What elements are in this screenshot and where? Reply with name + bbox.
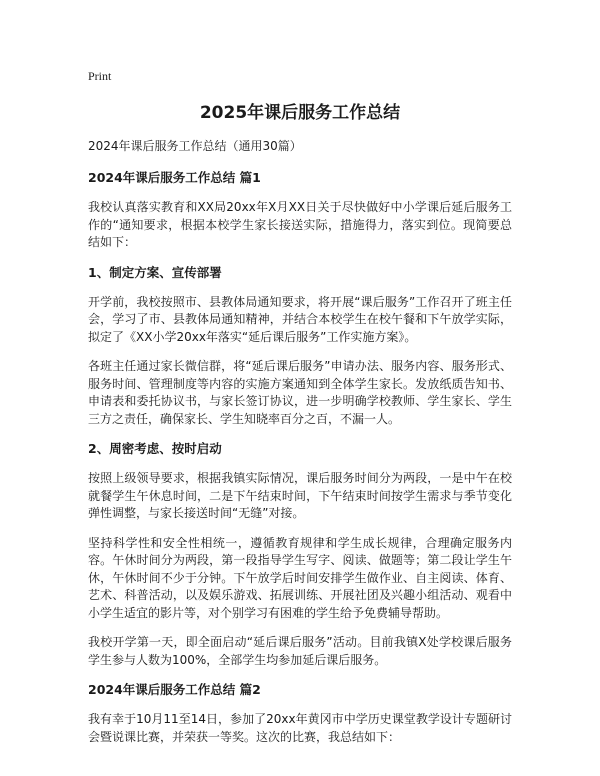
paragraph-launch-1: 按照上级领导要求，根据我镇实际情况，课后服务时间分为两段，一是中午在校就餐学生午休息时间，二是下午结束时间，下午结束时间按学生需求与季节变化弹性调整，与家长接送时间“无缝”对接。 — [88, 471, 512, 520]
page-title: 2025年课后服务工作总结 — [199, 103, 401, 123]
paragraph-plan-1: 开学前，我校按照市、县教体局通知要求，将开展“课后服务”工作召开了班主任会，学习了市、县教体局通知精神，并结合本校学生在校午餐和下午放学实际，拟定了《XX小学20xx年落实“延后课后服务”工作实施方案》。 — [88, 294, 512, 344]
section-heading-plan: 1、制定方案、宣传部署 — [88, 264, 222, 280]
paragraph-launch-2: 坚持科学性和安全性相统一，遵循教育规律和学生成长规律，合理确定服务内容。午休时间分为两段，第一段指导学生写字、阅读、做题等；第二段让学生午休，午休时间不少于分钟。下午放学后时间安排学生做作业、自主阅读、体育、艺术、科普活动，以及娱乐游戏、拓展训练、开展社团及兴趣小组活动、观看中小学生适宜的影片等，对个别学习有困难的学生给予免费辅导帮助。 — [88, 535, 512, 620]
print-label: Print — [88, 69, 112, 83]
paragraph-plan-2: 各班主任通过家长微信群，将“延后课后服务”申请办法、服务内容、服务形式、服务时间、管理制度等内容的实施方案通知到全体学生家长。发放纸质告知书、申请表和委托协议书，与家长签订协议，进一步明确学校教师、学生家长、学生三方之责任，确保家长、学生知晓率百分之百，不漏一人。 — [88, 359, 512, 426]
paragraph-launch-3: 我校开学第一天，即全面启动“延后课后服务”活动。目前我镇X处学校课后服务学生参与人数为100%，全部学生均参加延后课后服务。 — [88, 635, 512, 667]
section-heading-part2: 2024年课后服务工作总结 篇2 — [88, 682, 261, 697]
paragraph-part2-intro: 我有幸于10月11至14日，参加了20xx年黄冈市中学历史课堂教学设计专题研讨会暨说课比赛，并荣获一等奖。这次的比赛，我总结如下： — [88, 712, 512, 744]
document-subtitle: 2024年课后服务工作总结（通用30篇） — [88, 139, 302, 153]
paragraph-intro: 我校认真落实教育和XX局20xx年X月XX日关于尽快做好中小学课后延后服务工作的“通知要求，根据本校学生家长接送实际，措施得力，落实到位。现简要总结如下： — [88, 200, 512, 249]
section-heading-launch: 2、周密考虑、按时启动 — [88, 441, 222, 456]
section-heading-part1: 2024年课后服务工作总结 篇1 — [88, 170, 261, 185]
